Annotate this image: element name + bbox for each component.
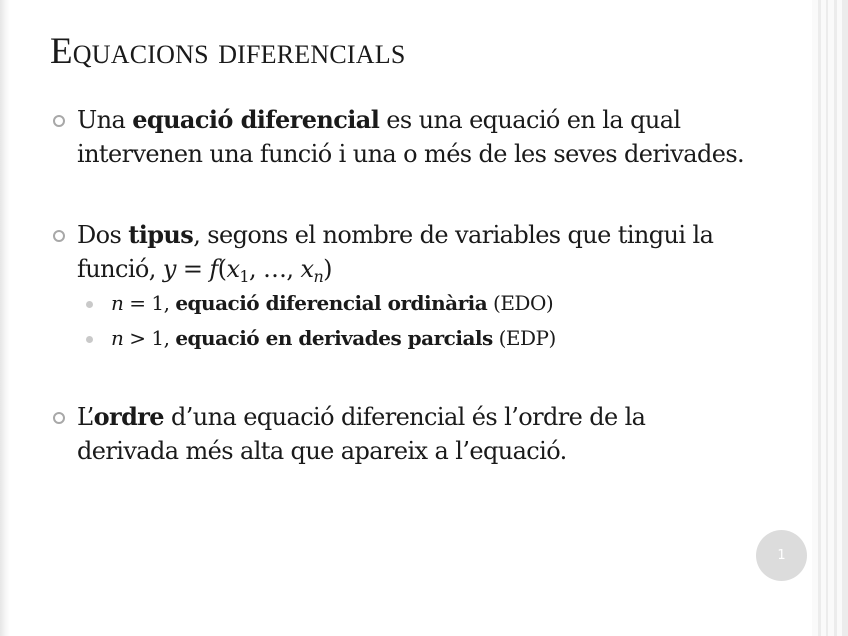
sub-bullet-text: n > 1, equació en derivades parcials (EDP) <box>111 326 556 350</box>
border-stripe <box>834 0 837 636</box>
sub-bullet-item <box>52 321 752 356</box>
bullet-text: Dos tipus, segons el nombre de variables que tingui la funció, $y = f(x_1$, …, $x_n$) <box>77 220 714 286</box>
border-stripe <box>826 0 828 636</box>
bullet-ring-icon <box>53 230 65 242</box>
page-number-badge: 1 <box>756 530 807 581</box>
slide-right-border <box>812 0 848 636</box>
sub-bullet-text: n = 1, equació diferencial ordinària (EDO) <box>111 291 554 315</box>
bullet-ring-icon <box>53 115 65 127</box>
bullet-text: Una equació diferencial es una equació en la qual intervenen una funció i una o més de les seves derivades. <box>77 105 745 168</box>
border-stripe <box>842 0 848 636</box>
border-stripe <box>818 0 821 636</box>
bullet-dot-icon <box>86 301 93 308</box>
bullet-dot-icon <box>86 336 93 343</box>
slide-title: Equacions diferencials <box>50 31 406 72</box>
sub-bullet-item <box>52 286 752 321</box>
bullet-ring-icon <box>53 412 65 424</box>
bullet-item <box>52 103 752 171</box>
slide-content <box>52 103 752 468</box>
bullet-item <box>52 218 752 286</box>
bullet-item <box>52 400 752 468</box>
bullet-text: L’ordre d’una equació diferencial és l’ordre de la derivada més alta que apareix a l’equació. <box>77 402 646 465</box>
slide-left-edge <box>0 0 10 636</box>
